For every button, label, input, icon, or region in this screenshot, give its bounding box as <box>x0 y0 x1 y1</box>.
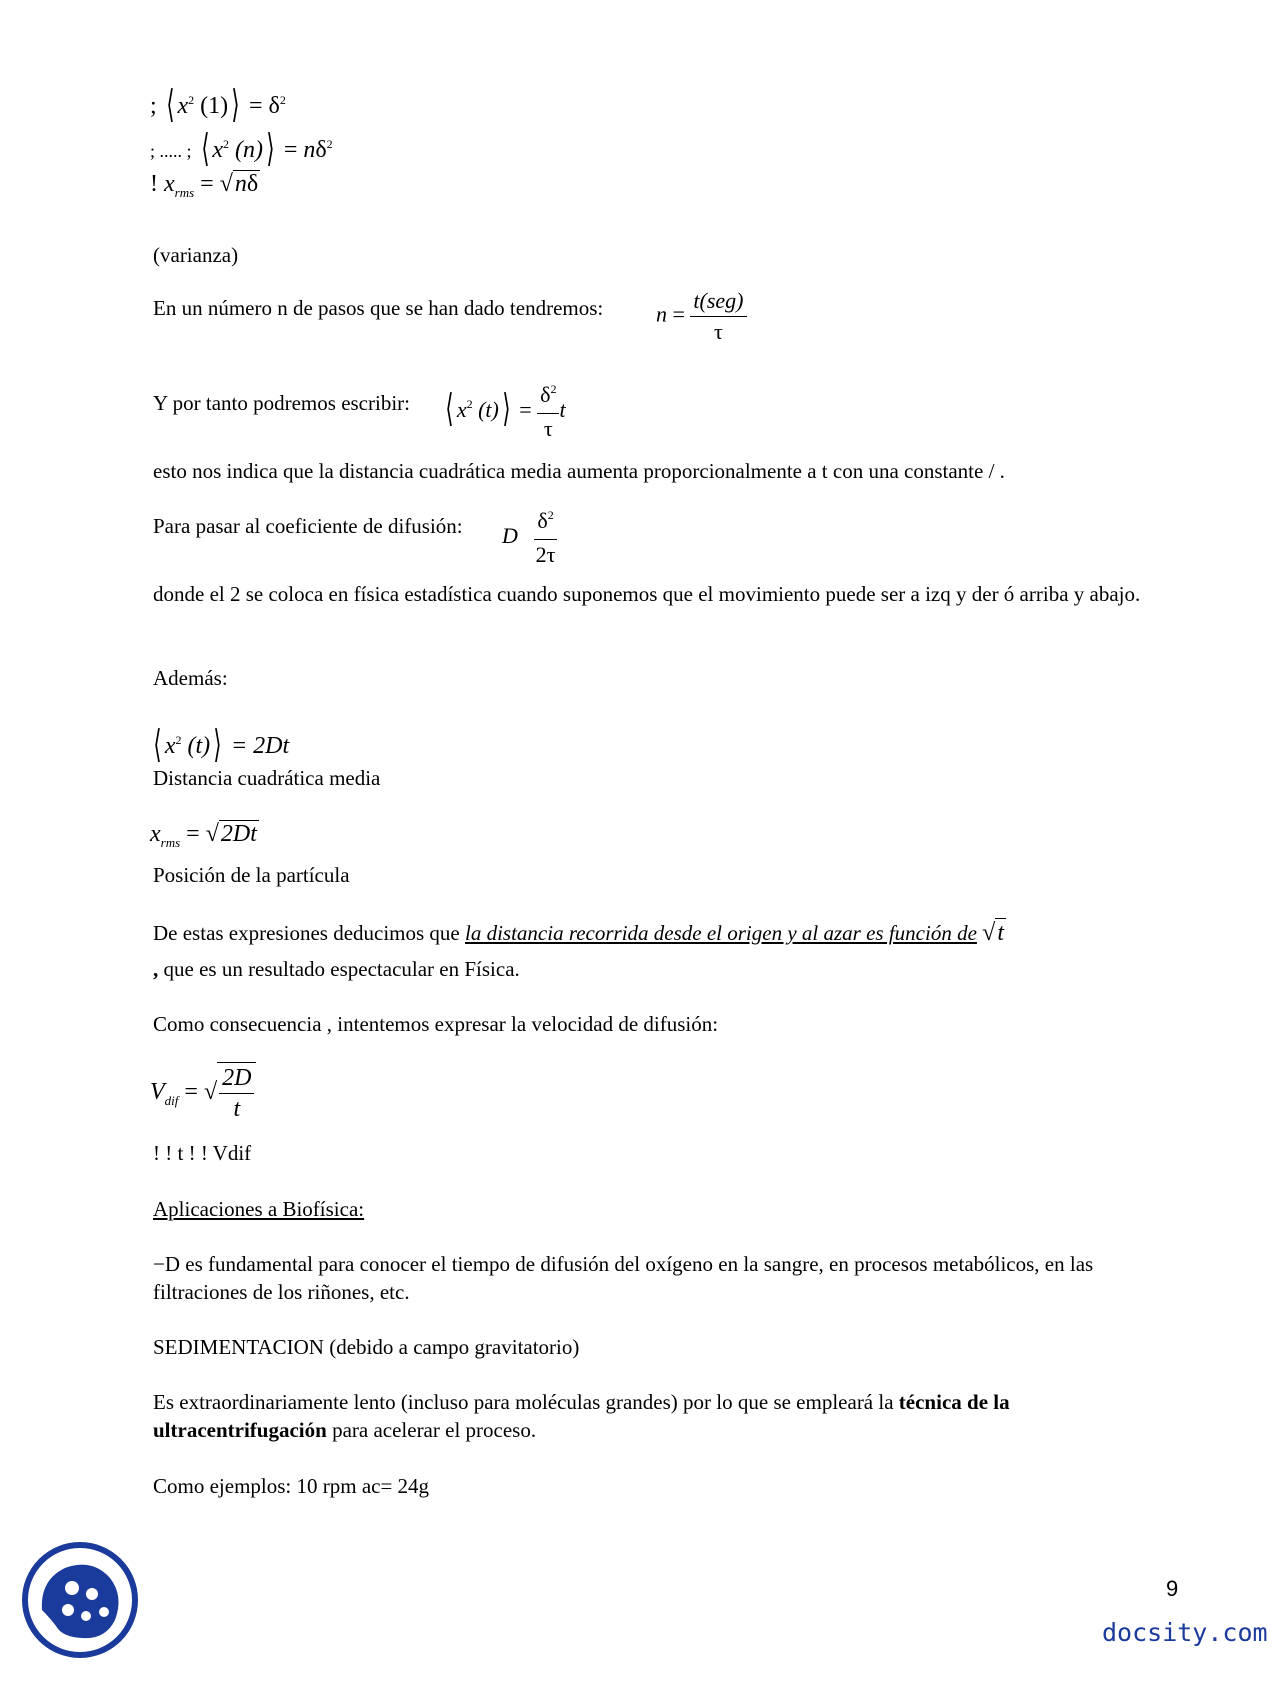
equation-x2t-tau: ⟨ $x^2$ (t)⟩ = $\frac{\delta^2}{\tau}$ t <box>445 382 566 441</box>
deducimos-text: De estas expresiones deducimos que la distancia recorrida desde el origen y al azar es función de √t <box>153 920 1004 946</box>
equation-xrms: ! $x_{rms} = √n\delta$ <box>150 171 259 200</box>
indica-text: esto nos indica que la distancia cuadrática media aumenta proporcionalmente a t con una constante / . <box>153 459 1005 483</box>
distancia-media-label: Distancia cuadrática media <box>153 766 381 790</box>
n-pasos-text: En un número n de pasos que se han dado tendremos: <box>153 296 604 320</box>
aplicaciones-heading: Aplicaciones a Biofísica: <box>153 1197 365 1221</box>
docsity-site-link[interactable]: docsity.com <box>1102 1618 1268 1647</box>
coeficiente-text: Para pasar al coeficiente de difusión: <box>153 514 463 538</box>
varianza-label: (varianza) <box>153 243 239 267</box>
por-tanto-text: Y por tanto podremos escribir: <box>153 391 410 415</box>
resultado-text: , que es un resultado espectacular en Física. <box>153 957 520 981</box>
equation-xrms-2dt: $x_{rms} = √2Dt$ <box>150 821 257 850</box>
equation-n: n = $\frac{\text{t(seg)}}{\tau}$ <box>656 286 747 347</box>
page-number: 9 <box>1166 1576 1179 1601</box>
equation-variance-stepn: ; ..... ; ⟨ $x^2$ (n)⟩ = $n\delta^2$ <box>150 128 333 170</box>
equation-variance-step1: ; ⟨ $x^2$ (1)⟩ = $\delta^2$ <box>150 84 286 126</box>
ejemplos-text: Como ejemplos: 10 rpm ac= 24g <box>153 1474 430 1498</box>
fundamental-text: −D es fundamental para conocer el tiempo de difusión del oxígeno en la sangre, en procesos metabólicos, en las filtraciones de los riñones, etc. <box>153 1252 1094 1304</box>
donde-text: donde el 2 se coloca en física estadística cuando suponemos que el movimiento puede ser a izq y der ó arriba y abajo. <box>153 582 1141 606</box>
vdif-text: ! ! t ! ! Vdif <box>153 1141 252 1165</box>
equation-d: D $\frac{\delta^2}{2\tau}$ <box>502 508 556 567</box>
equation-vdif: $V_{dif}$ = √ $\frac{2D}{t}$ <box>150 1062 256 1124</box>
sedimentacion-heading: SEDIMENTACION (debido a campo gravitatorio) <box>153 1335 580 1359</box>
sqrt-t-symbol: √t <box>982 920 1004 946</box>
docsity-logo-icon[interactable] <box>20 1540 140 1660</box>
posicion-label: Posición de la partícula <box>153 863 350 887</box>
consecuencia-text: Como consecuencia , intentemos expresar la velocidad de difusión: <box>153 1012 719 1036</box>
equation-x2t-2dt: ⟨ $x^2$ (t)⟩ = 2Dt <box>153 724 290 766</box>
lento-text: Es extraordinariamente lento (incluso para moléculas grandes) por lo que se empleará la técnica de la ultracentrifugación para acelerar el proceso. <box>153 1390 1010 1442</box>
ademas-text: Además: <box>153 666 228 690</box>
